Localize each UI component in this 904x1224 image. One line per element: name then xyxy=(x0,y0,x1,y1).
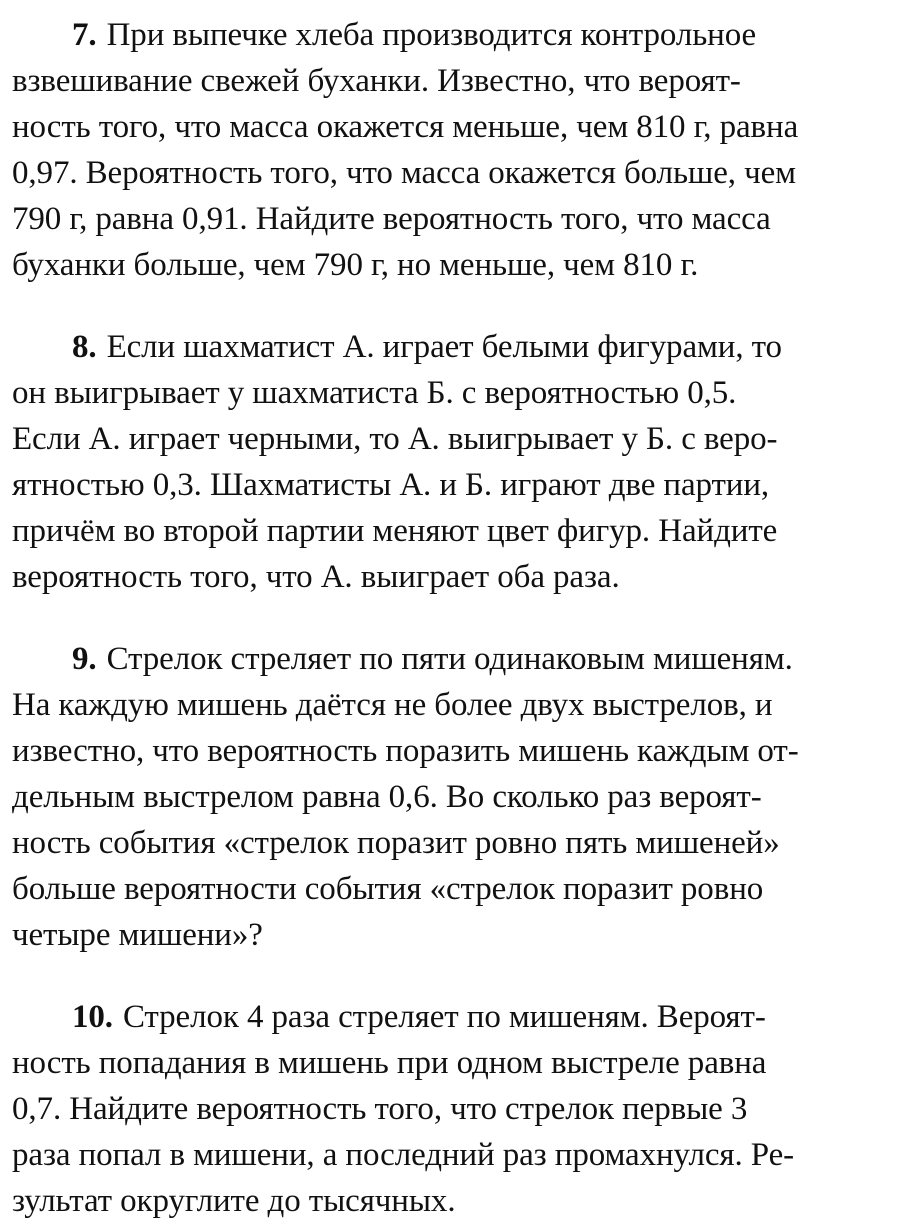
problem-line: больше вероятности события «стрелок поразит ровно xyxy=(12,871,764,907)
problem-line: ность того, что масса окажется меньше, чем 810 г, равна xyxy=(12,109,799,145)
problem-line: взвешивание свежей буханки. Известно, что вероят- xyxy=(12,63,741,99)
problem-text: Стрелок 4 раза стреляет по мишеням. Вероят- xyxy=(122,999,766,1035)
problem-line: четыре мишени»? xyxy=(12,917,263,953)
problem-line xyxy=(12,636,892,682)
problem-text: Стрелок стреляет по пяти одинаковым мишеням. xyxy=(106,641,793,677)
problem-line xyxy=(12,12,892,58)
problem-8 xyxy=(12,324,892,600)
problem-number: 10. xyxy=(72,999,113,1035)
problem-line: 790 г, равна 0,91. Найдите вероятность того, что масса xyxy=(12,201,771,237)
problem-line: На каждую мишень даётся не более двух выстрелов, и xyxy=(12,687,773,723)
problem-7 xyxy=(12,12,892,288)
problem-number: 9. xyxy=(72,641,97,677)
problem-number: 7. xyxy=(72,17,97,53)
problem-line: дельным выстрелом равна 0,6. Во сколько раз вероят- xyxy=(12,779,762,815)
problem-line: ность события «стрелок поразит ровно пять мишеней» xyxy=(12,825,780,861)
problem-line xyxy=(12,324,892,370)
problem-line: 0,97. Вероятность того, что масса окажется больше, чем xyxy=(12,155,796,191)
textbook-page xyxy=(12,0,892,1224)
problem-line: известно, что вероятность поразить мишень каждым от- xyxy=(12,733,799,769)
problem-line: он выигрывает у шахматиста Б. с вероятностью 0,5. xyxy=(12,375,737,411)
problem-text: Если шахматист А. играет белыми фигурами, то xyxy=(106,329,782,365)
problem-line: Если А. играет черными, то А. выигрывает у Б. с веро- xyxy=(12,421,778,457)
problem-text: При выпечке хлеба производится контрольное xyxy=(106,17,757,53)
problem-line: вероятность того, что А. выиграет оба раза. xyxy=(12,559,620,595)
problem-line: раза попал в мишени, а последний раз промахнулся. Ре- xyxy=(12,1137,795,1173)
problem-number: 8. xyxy=(72,329,97,365)
problem-line: ятностью 0,3. Шахматисты А. и Б. играют две партии, xyxy=(12,467,770,503)
problem-line xyxy=(12,994,892,1040)
problem-line: буханки больше, чем 790 г, но меньше, чем 810 г. xyxy=(12,247,699,283)
problem-9 xyxy=(12,636,892,958)
problem-10 xyxy=(12,994,892,1224)
problem-line: зультат округлите до тысячных. xyxy=(12,1183,456,1219)
problem-line: причём во второй партии меняют цвет фигур. Найдите xyxy=(12,513,778,549)
problem-line: ность попадания в мишень при одном выстреле равна xyxy=(12,1045,767,1081)
problem-line: 0,7. Найдите вероятность того, что стрелок первые 3 xyxy=(12,1091,748,1127)
